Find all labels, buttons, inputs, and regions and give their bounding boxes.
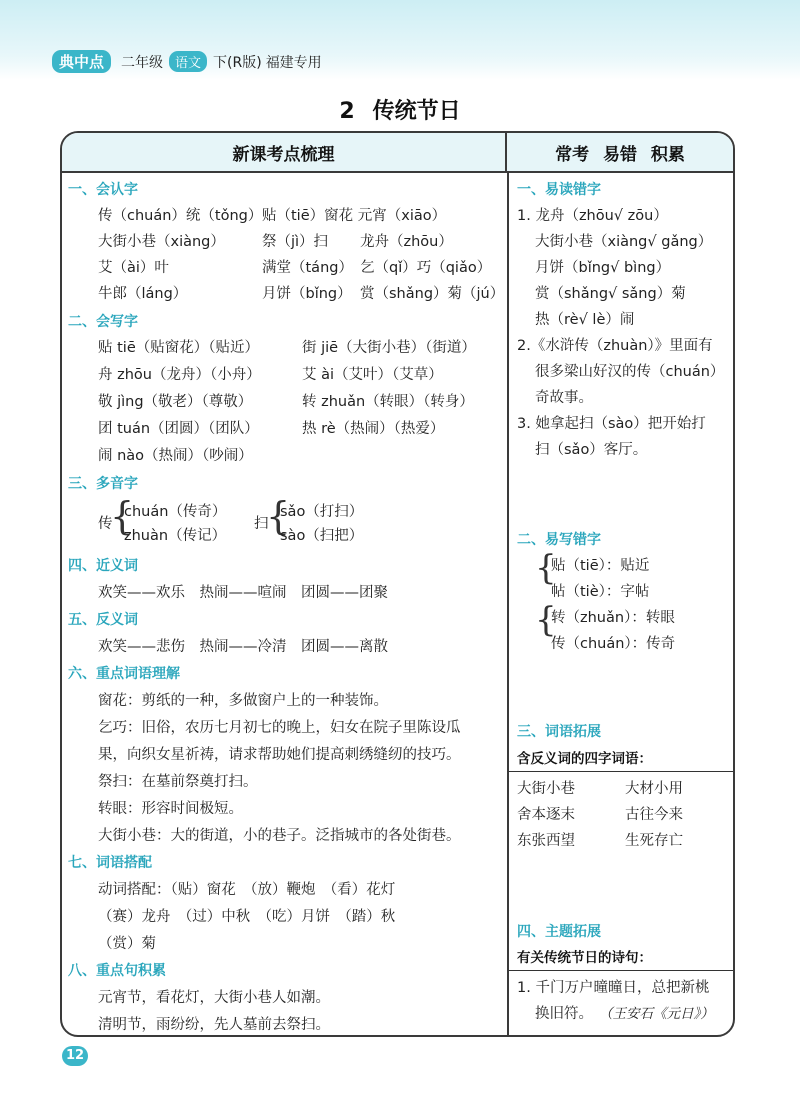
section-title: 四、主题拓展	[517, 924, 601, 940]
tip-line: 奇故事。	[535, 390, 593, 406]
synonym-list: 欢笑——欢乐 热闹——喧闹 团圆——团聚	[98, 585, 388, 601]
section-title: 一、会认字	[68, 182, 138, 198]
polyphone-reading: sào（扫把）	[280, 528, 364, 544]
polyphone-reading: chuán（传奇）	[124, 504, 227, 520]
section-title: 四、近义词	[68, 558, 138, 574]
definition-line: 转眼：形容时间极短。	[98, 801, 243, 817]
tip-line: 很多梁山好汉的传（chuán）	[535, 364, 725, 380]
book-header	[52, 50, 322, 73]
definition-line: 果，向织女星祈祷，请求帮助她们提高刺绣缝纫的技巧。	[98, 747, 461, 763]
lesson-name: 传统节日	[372, 99, 461, 124]
subheading: 含反义词的四字词语：	[517, 751, 652, 767]
left-column-header: 新课考点梳理	[62, 133, 507, 173]
subject-badge: 语文	[169, 51, 207, 72]
section-title: 三、词语拓展	[517, 724, 601, 740]
tip-line: 1. 龙舟（zhōu√ zōu）	[517, 208, 668, 224]
char-pair: 传（chuán）：传奇	[551, 636, 676, 652]
section-title: 六、重点词语理解	[68, 666, 180, 682]
section-title: 一、易读错字	[517, 182, 601, 198]
section-title: 五、反义词	[68, 612, 138, 628]
tip-line: 热（rè√ lè）闹	[535, 312, 635, 328]
collocation-line: （赏）菊	[98, 936, 156, 952]
word-item: 艾 ài（艾叶）（艾草）	[302, 367, 443, 383]
grade-label: 二年级	[121, 54, 164, 71]
idiom: 东张西望	[517, 833, 575, 849]
word-item: 转 zhuǎn（转眼）（转身）	[302, 394, 474, 410]
content-table	[60, 131, 735, 1037]
tip-line: 2.《水浒传（zhuàn）》里面有	[517, 338, 713, 354]
poem-line: 换旧符。	[535, 1006, 593, 1022]
word-item: 街 jiē（大街小巷）（街道）	[302, 340, 476, 356]
word-item: 大街小巷（xiàng）	[98, 234, 225, 250]
word-item: 舟 zhōu（龙舟）（小舟）	[98, 367, 261, 383]
column-divider	[507, 173, 509, 1037]
word-item: 贴 tiē（贴窗花）（贴近）	[98, 340, 259, 356]
section-title: 二、会写字	[68, 314, 138, 330]
polyphone-reading: sǎo（打扫）	[280, 504, 364, 520]
section-title: 七、词语搭配	[68, 855, 152, 871]
brace-icon: {	[535, 548, 557, 588]
collocation-line: 动词搭配：（贴）窗花 （放）鞭炮 （看）花灯	[98, 882, 396, 898]
tip-line: 3. 她拿起扫（sào）把开始打	[517, 416, 706, 432]
divider-line	[509, 771, 735, 772]
polyphone-char: 传	[98, 516, 113, 532]
word-item: 月饼（bǐng）	[262, 286, 352, 302]
word-item: 祭（jì）扫	[262, 234, 329, 250]
word-item: 贴（tiē）窗花 元宵（xiāo）	[262, 208, 447, 224]
sentence-line: 元宵节，看花灯，大街小巷人如潮。	[98, 990, 330, 1006]
subheading: 有关传统节日的诗句：	[517, 950, 652, 966]
word-item: 热 rè（热闹）（热爱）	[302, 421, 445, 437]
definition-line: 大街小巷：大的街道，小的巷子。泛指城市的各处街巷。	[98, 828, 461, 844]
word-item: 艾（ài）叶	[98, 260, 169, 276]
right-column-header: 常考 易错 积累	[507, 133, 733, 173]
char-pair: 转（zhuǎn）：转眼	[551, 610, 675, 626]
divider-line	[509, 970, 735, 971]
tip-line: 大街小巷（xiàng√ gǎng）	[535, 234, 713, 250]
section-title: 二、易写错字	[517, 532, 601, 548]
polyphone-char: 扫	[254, 516, 269, 532]
brace-icon: {	[266, 494, 291, 538]
antonym-list: 欢笑——悲伤 热闹——冷清 团圆——离散	[98, 639, 388, 655]
tip-line: 月饼（bǐng√ bìng）	[535, 260, 671, 276]
word-item: 牛郎（láng）	[98, 286, 188, 302]
lesson-title	[0, 94, 800, 125]
definition-line: 祭扫：在墓前祭奠打扫。	[98, 774, 258, 790]
lesson-number: 2	[339, 99, 355, 124]
idiom: 舍本逐末	[517, 807, 575, 823]
idiom: 大街小巷	[517, 781, 575, 797]
word-item: 乞（qǐ）巧（qiǎo）	[360, 260, 492, 276]
idiom: 大材小用	[625, 781, 683, 797]
word-item: 龙舟（zhōu）	[360, 234, 453, 250]
collocation-line: （赛）龙舟 （过）中秋 （吃）月饼 （踏）秋	[98, 909, 396, 925]
tip-line: 赏（shǎng√ sǎng）菊	[535, 286, 686, 302]
brace-icon: {	[535, 600, 557, 640]
idiom: 生死存亡	[625, 833, 683, 849]
word-item: 满堂（táng）	[262, 260, 353, 276]
idiom: 古往今来	[625, 807, 683, 823]
char-pair: 贴（tiē）：贴近	[551, 558, 650, 574]
volume-label: 下	[213, 54, 228, 71]
page-number: 12	[62, 1046, 88, 1066]
word-item: 敬 jìng（敬老）（尊敬）	[98, 394, 253, 410]
section-title: 三、多音字	[68, 476, 138, 492]
definition-line: 窗花：剪纸的一种，多做窗户上的一种装饰。	[98, 693, 388, 709]
region-label: 福建专用	[265, 54, 322, 71]
polyphone-reading: zhuàn（传记）	[124, 528, 227, 544]
word-item: 团 tuán（团圆）（团队）	[98, 421, 259, 437]
brace-icon: {	[110, 494, 135, 538]
char-pair: 帖（tiè）：字帖	[551, 584, 650, 600]
edition-label: (R版)	[227, 54, 262, 71]
section-title: 八、重点句积累	[68, 963, 166, 979]
poem-line: 1. 千门万户曈曈日，总把新桃	[517, 980, 710, 996]
brand-logo: 典中点	[52, 50, 111, 73]
sentence-line: 清明节，雨纷纷，先人墓前去祭扫。	[98, 1017, 330, 1033]
word-item: 传（chuán）统（tǒng）	[98, 208, 263, 224]
word-item: 闹 nào（热闹）（吵闹）	[98, 448, 253, 464]
definition-line: 乞巧：旧俗，农历七月初七的晚上，妇女在院子里陈设瓜	[98, 720, 461, 736]
tip-line: 扫（sǎo）客厅。	[535, 442, 648, 458]
poem-source: （王安石《元日》）	[599, 1006, 714, 1022]
word-item: 赏（shǎng）菊（jú）	[360, 286, 505, 302]
